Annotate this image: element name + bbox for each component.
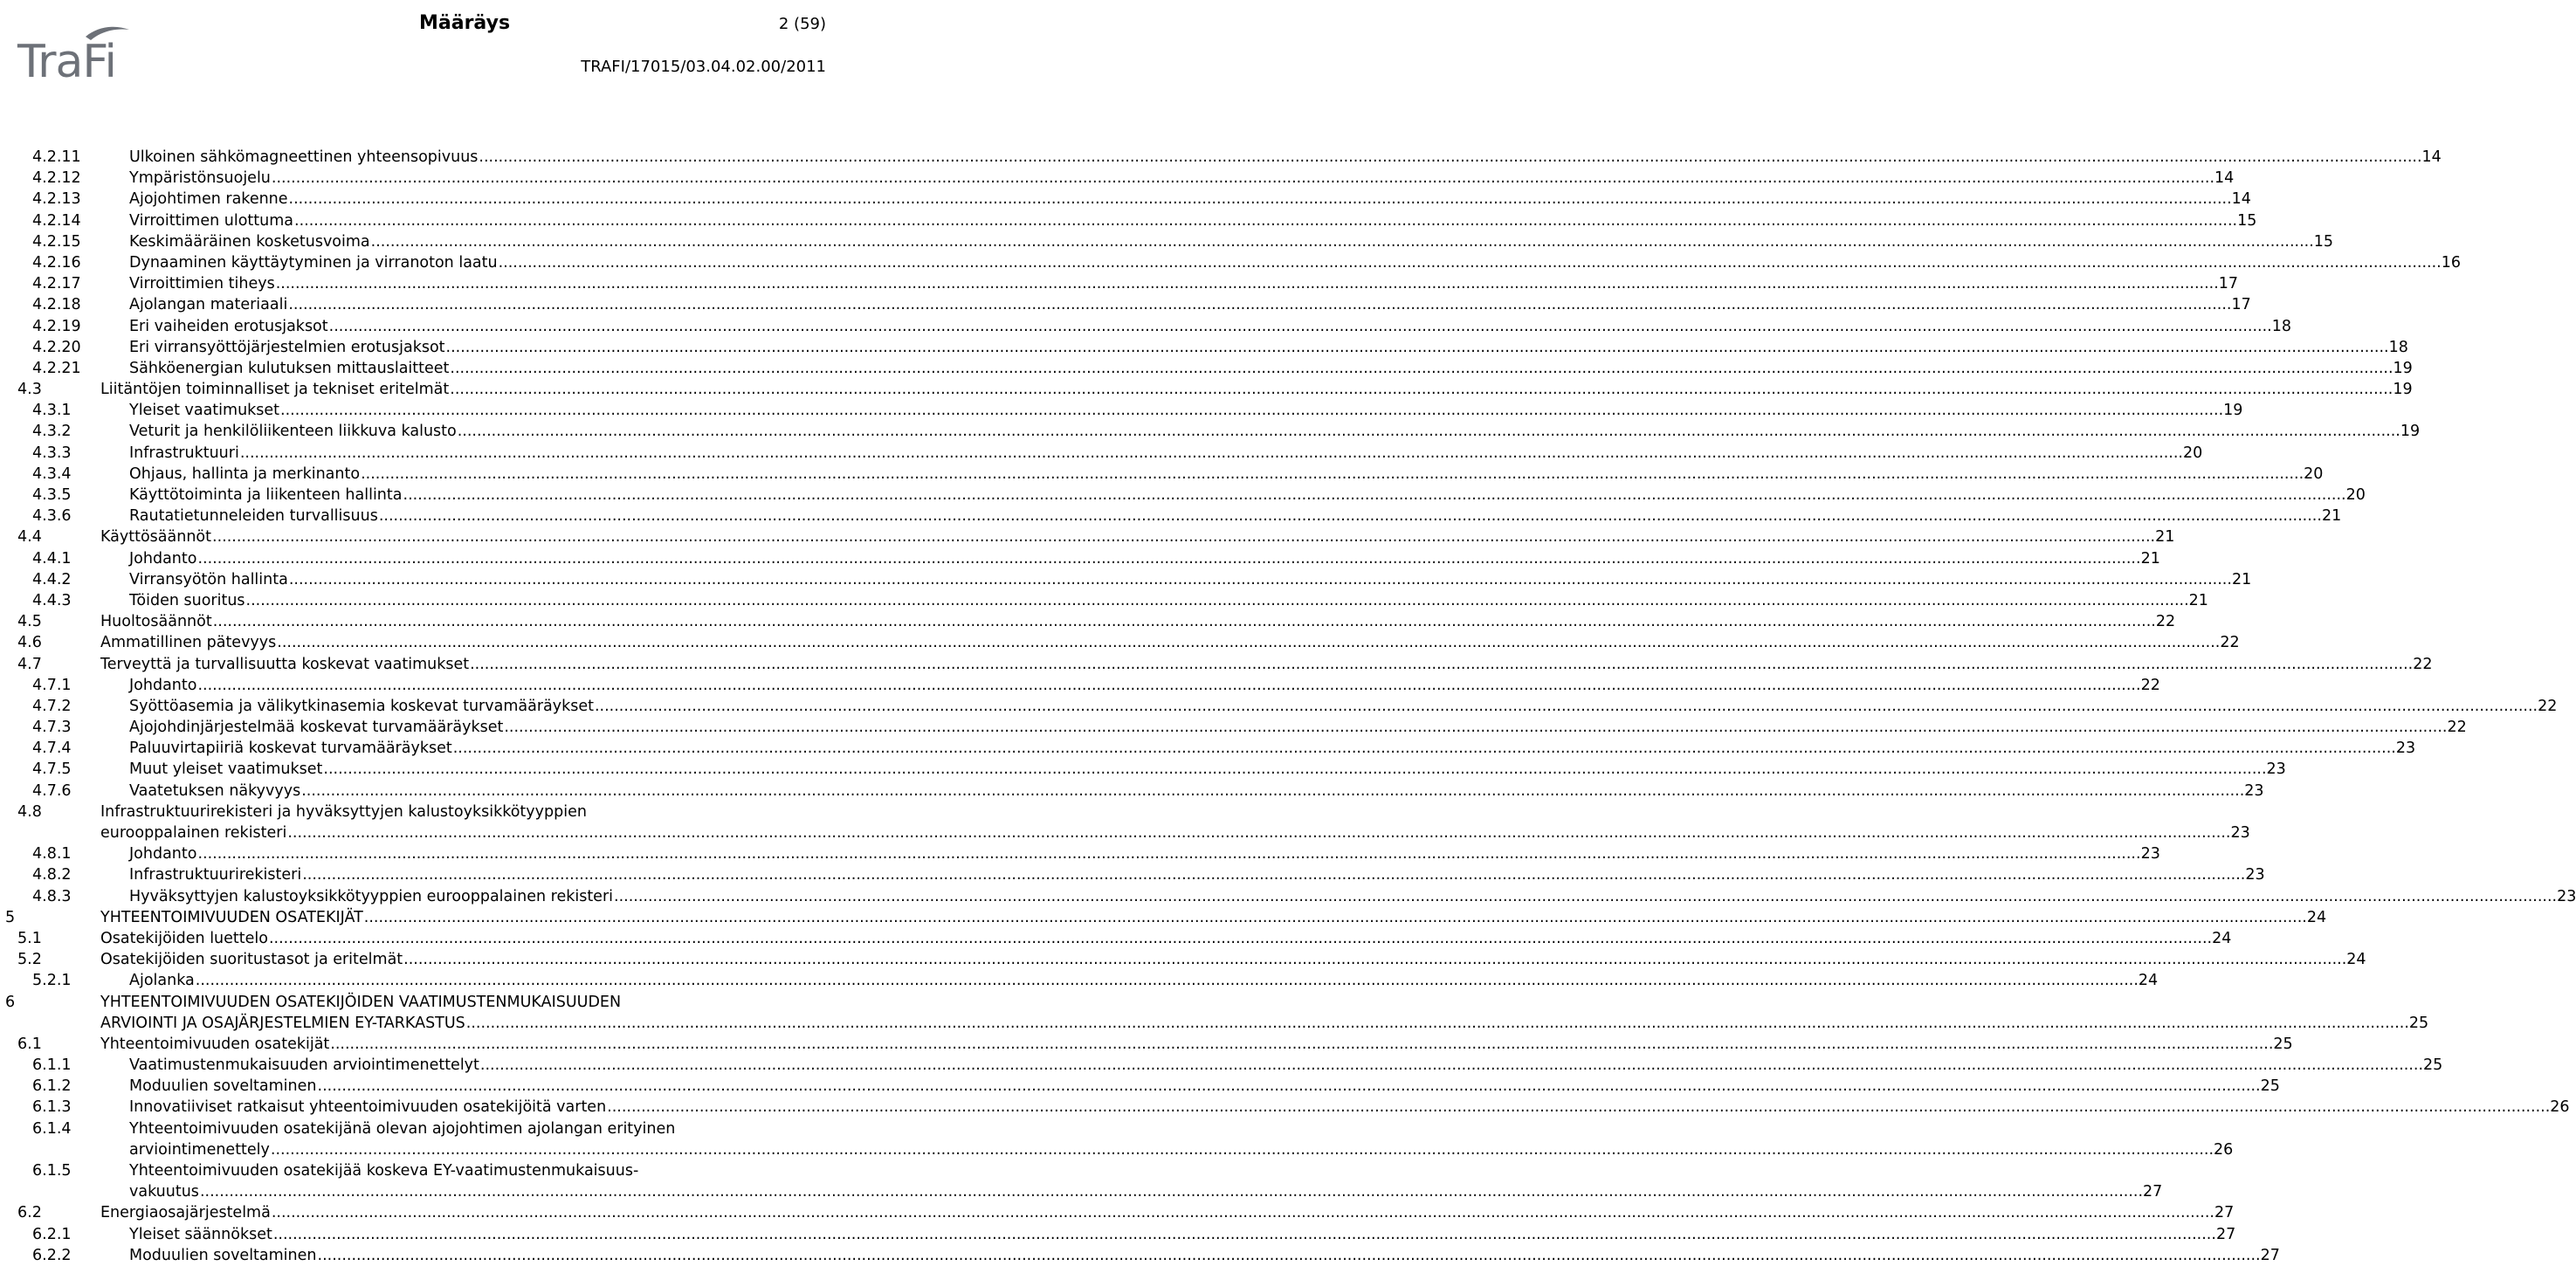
toc-leader-dots: ................................................................................................................................................................................................................................................................................................................................................................................................................ — [287, 824, 2231, 842]
toc-entry[interactable] — [0, 759, 2286, 780]
toc-title-first-line: Yhteentoimivuuden osatekijää koskeva EY-vaatimustenmukaisuus- — [129, 1162, 639, 1180]
toc-title: Ajojohtimen rakenne — [129, 189, 289, 210]
toc-leader-dots: ................................................................................................................................................................................................................................................................................................................................................................................................................ — [323, 760, 2267, 779]
toc-page-number: 19 — [2400, 421, 2420, 442]
toc-leader-dots: ................................................................................................................................................................................................................................................................................................................................................................................................................ — [270, 1140, 2214, 1159]
toc-entry[interactable] — [0, 294, 2251, 315]
toc-leader-dots: ................................................................................................................................................................................................................................................................................................................................................................................................................ — [450, 359, 2393, 377]
toc-page-number: 20 — [2304, 464, 2323, 485]
toc-title: Vaatimustenmukaisuuden arviointimenettelyt — [129, 1055, 480, 1076]
toc-page-number: 27 — [2143, 1181, 2162, 1202]
toc-title: Ulkoinen sähkömagneettinen yhteensopivuus — [129, 147, 479, 168]
toc-leader-dots: ................................................................................................................................................................................................................................................................................................................................................................................................................ — [317, 1246, 2261, 1264]
toc-number: 4.4.2 — [32, 570, 72, 588]
toc-number: 4.2.21 — [32, 359, 81, 377]
toc-title: Käyttösäännöt — [100, 526, 212, 547]
toc-number: 4.7.4 — [32, 740, 72, 758]
toc-entry[interactable] — [0, 802, 2250, 843]
toc-number: 4.3.5 — [32, 486, 72, 504]
toc-title: Eri virransyöttöjärjestelmien erotusjaksot — [129, 337, 446, 358]
toc-title: Ajolangan materiaali — [129, 294, 288, 315]
toc-page-number: 21 — [2189, 590, 2208, 611]
toc-title: Johdanto — [129, 675, 197, 696]
toc-entry[interactable] — [0, 864, 2265, 885]
trafi-logo — [17, 23, 201, 88]
toc-leader-dots: ................................................................................................................................................................................................................................................................................................................................................................................................................ — [504, 719, 2448, 737]
toc-page-number: 22 — [2413, 654, 2432, 675]
toc-leader-dots: ................................................................................................................................................................................................................................................................................................................................................................................................................ — [275, 275, 2219, 293]
toc-entry[interactable] — [0, 738, 2416, 759]
toc-page-number: 23 — [2396, 738, 2415, 759]
toc-title-first-line: Yhteentoimivuuden osatekijänä olevan ajojohtimen ajolangan erityinen — [129, 1119, 676, 1138]
toc-entry[interactable] — [0, 886, 2576, 907]
toc-entry[interactable] — [0, 464, 2324, 485]
toc-number: 4.8 — [17, 802, 42, 821]
toc-page-number: 24 — [2212, 928, 2231, 949]
toc-entry[interactable] — [0, 1118, 2234, 1160]
toc-leader-dots: ................................................................................................................................................................................................................................................................................................................................................................................................................ — [197, 676, 2141, 694]
toc-entry[interactable] — [0, 949, 2366, 970]
toc-page-number: 23 — [2141, 843, 2160, 864]
toc-leader-dots: ................................................................................................................................................................................................................................................................................................................................................................................................................ — [403, 951, 2347, 969]
toc-title: Eri vaiheiden erotusjaksot — [129, 316, 329, 337]
toc-leader-dots: ................................................................................................................................................................................................................................................................................................................................................................................................................ — [268, 929, 2213, 947]
toc-page-number: 19 — [2223, 400, 2242, 421]
toc-number: 4.4.3 — [32, 591, 72, 609]
toc-leader-dots: ................................................................................................................................................................................................................................................................................................................................................................................................................ — [212, 613, 2156, 631]
toc-page-number: 22 — [2447, 717, 2466, 738]
toc-leader-dots: ................................................................................................................................................................................................................................................................................................................................................................................................................ — [452, 740, 2396, 758]
toc-entry[interactable] — [0, 1202, 2235, 1223]
toc-entry[interactable] — [0, 1160, 2163, 1202]
toc-page-number: 27 — [2216, 1224, 2235, 1245]
toc-leader-dots: ................................................................................................................................................................................................................................................................................................................................................................................................................ — [465, 1014, 2409, 1032]
toc-title: ARVIOINTI JA OSAJÄRJESTELMIEN EY-TARKASTUS — [100, 1013, 466, 1034]
toc-entry[interactable] — [0, 992, 2429, 1034]
toc-entry[interactable] — [0, 611, 2176, 632]
toc-page-number: 18 — [2272, 316, 2291, 337]
toc-page-number: 15 — [2314, 231, 2333, 252]
toc-leader-dots: ................................................................................................................................................................................................................................................................................................................................................................................................................ — [328, 317, 2272, 335]
toc-entry[interactable] — [0, 928, 2232, 949]
toc-entry[interactable] — [0, 717, 2467, 738]
toc-title: Muut yleiset vaatimukset — [129, 759, 323, 780]
toc-title: Ohjaus, hallinta ja merkinanto — [129, 464, 361, 485]
toc-title: Yhteentoimivuuden osatekijät — [100, 1034, 330, 1055]
toc-leader-dots: ................................................................................................................................................................................................................................................................................................................................................................................................................ — [450, 381, 2393, 399]
toc-page-number: 22 — [2141, 675, 2160, 696]
toc-entry[interactable] — [0, 843, 2160, 864]
toc-entry[interactable] — [0, 654, 2433, 675]
toc-title: Hyväksyttyjen kalustoyksikkötyyppien eurooppalainen rekisteri — [129, 886, 614, 907]
toc-number: 4.2.11 — [32, 148, 81, 166]
toc-number: 4.2.20 — [32, 338, 81, 356]
toc-leader-dots: ................................................................................................................................................................................................................................................................................................................................................................................................................ — [212, 528, 2156, 547]
toc-title: Huoltosäännöt — [100, 611, 213, 632]
toc-title: Terveyttä ja turvallisuutta koskevat vaatimukset — [100, 654, 470, 675]
toc-entry[interactable] — [0, 337, 2408, 358]
toc-number: 4.8.2 — [32, 866, 72, 884]
toc-page-number: 25 — [2273, 1034, 2292, 1055]
toc-number: 4.3.2 — [32, 423, 72, 441]
toc-entry[interactable] — [0, 147, 2442, 168]
toc-number: 4.2.19 — [32, 317, 81, 335]
toc-number: 4.7.3 — [32, 719, 72, 737]
toc-title: Veturit ja henkilöliikenteen liikkuva kalusto — [129, 421, 458, 442]
toc-title: Innovatiiviset ratkaisut yhteentoimivuuden osatekijöitä varten — [129, 1097, 607, 1118]
toc-entry[interactable] — [0, 273, 2239, 294]
page-number: 2 (59) — [778, 15, 826, 33]
toc-entry[interactable] — [0, 358, 2413, 379]
toc-leader-dots: ................................................................................................................................................................................................................................................................................................................................................................................................................ — [330, 1035, 2274, 1053]
toc-page-number: 23 — [2267, 759, 2286, 780]
toc-number: 6.1.2 — [32, 1077, 72, 1096]
toc-number: 4.4 — [17, 528, 42, 547]
toc-leader-dots: ................................................................................................................................................................................................................................................................................................................................................................................................................ — [277, 634, 2221, 652]
toc-title: Osatekijöiden luettelo — [100, 928, 269, 949]
toc-title: Ajojohdinjärjestelmää koskevat turvamääräykset — [129, 717, 504, 738]
toc-leader-dots: ................................................................................................................................................................................................................................................................................................................................................................................................................ — [498, 253, 2442, 272]
toc-number: 4.3.3 — [32, 444, 72, 462]
toc-leader-dots: ................................................................................................................................................................................................................................................................................................................................................................................................................ — [361, 464, 2304, 483]
toc-entry[interactable] — [0, 210, 2257, 231]
toc-leader-dots: ................................................................................................................................................................................................................................................................................................................................................................................................................ — [245, 591, 2189, 609]
toc-page-number: 23 — [2230, 822, 2249, 843]
toc-entry[interactable] — [0, 590, 2208, 611]
toc-title: Moduulien soveltaminen — [129, 1245, 318, 1266]
toc-page-number: 26 — [2550, 1097, 2569, 1118]
toc-number: 6.1.5 — [32, 1162, 72, 1180]
toc-page-number: 16 — [2442, 252, 2461, 273]
toc-leader-dots: ................................................................................................................................................................................................................................................................................................................................................................................................................ — [403, 486, 2346, 504]
toc-entry[interactable] — [0, 632, 2240, 653]
toc-page-number: 22 — [2156, 611, 2175, 632]
toc-page-number: 25 — [2423, 1055, 2442, 1076]
toc-number: 4.4.1 — [32, 549, 72, 568]
toc-title: Yleiset vaatimukset — [129, 400, 280, 421]
toc-title: YHTEENTOIMIVUUDEN OSATEKIJÄT — [100, 907, 364, 928]
toc-page-number: 19 — [2393, 358, 2413, 379]
toc-title: Dynaaminen käyttäytyminen ja virranoton laatu — [129, 252, 499, 273]
toc-leader-dots: ................................................................................................................................................................................................................................................................................................................................................................................................................ — [294, 211, 2238, 230]
toc-title: Käyttötoiminta ja liikenteen hallinta — [129, 485, 403, 506]
toc-number: 6.1.4 — [32, 1119, 72, 1138]
toc-number: 4.7.2 — [32, 697, 72, 715]
toc-title: Virransyötön hallinta — [129, 569, 289, 590]
toc-entry[interactable] — [0, 316, 2292, 337]
toc-leader-dots: ................................................................................................................................................................................................................................................................................................................................................................................................................ — [239, 444, 2183, 462]
toc-leader-dots: ................................................................................................................................................................................................................................................................................................................................................................................................................ — [271, 169, 2215, 188]
toc-leader-dots: ................................................................................................................................................................................................................................................................................................................................................................................................................ — [271, 1204, 2214, 1222]
toc-number: 4.5 — [17, 613, 42, 631]
toc-title: Infrastruktuurirekisteri — [129, 864, 302, 885]
toc-title: Energiaosajärjestelmä — [100, 1202, 272, 1223]
toc-title: Johdanto — [129, 548, 197, 569]
toc-number: 6.2.2 — [32, 1246, 72, 1264]
toc-leader-dots: ................................................................................................................................................................................................................................................................................................................................................................................................................ — [479, 1056, 2424, 1075]
toc-number: 4.7.6 — [32, 781, 72, 800]
toc-page-number: 15 — [2237, 210, 2256, 231]
toc-leader-dots: ................................................................................................................................................................................................................................................................................................................................................................................................................ — [378, 507, 2322, 526]
toc-page-number: 24 — [2139, 970, 2158, 991]
toc-leader-dots: ................................................................................................................................................................................................................................................................................................................................................................................................................ — [457, 423, 2400, 441]
toc-page-number: 21 — [2155, 526, 2174, 547]
toc-number: 6.1 — [17, 1035, 42, 1053]
toc-page-number: 24 — [2307, 907, 2326, 928]
toc-number: 4.2.15 — [32, 232, 81, 251]
toc-number: 6 — [5, 993, 16, 1011]
toc-leader-dots: ................................................................................................................................................................................................................................................................................................................................................................................................................ — [288, 296, 2232, 314]
toc-entry[interactable] — [0, 675, 2160, 696]
toc-title: Ajolanka — [129, 970, 196, 991]
toc-entry[interactable] — [0, 421, 2421, 442]
toc-title-first-line: YHTEENTOIMIVUUDEN OSATEKIJÖIDEN VAATIMUSTENMUKAISUUDEN — [100, 993, 622, 1011]
toc-number: 4.2.12 — [32, 169, 81, 188]
toc-page-number: 25 — [2261, 1076, 2280, 1097]
toc-page-number: 22 — [2220, 632, 2239, 653]
toc-page-number: 25 — [2409, 1013, 2428, 1034]
toc-number: 4.3 — [17, 381, 42, 399]
toc-number: 4.3.4 — [32, 464, 72, 483]
toc-title: eurooppalainen rekisteri — [100, 822, 287, 843]
toc-number: 4.3.1 — [32, 402, 72, 420]
toc-leader-dots: ................................................................................................................................................................................................................................................................................................................................................................................................................ — [614, 887, 2558, 905]
toc-number: 4.3.6 — [32, 507, 72, 526]
toc-page-number: 27 — [2214, 1202, 2234, 1223]
toc-entry[interactable] — [0, 443, 2203, 464]
toc-title: Liitäntöjen toiminnalliset ja tekniset eritelmät — [100, 379, 450, 400]
toc-leader-dots: ................................................................................................................................................................................................................................................................................................................................................................................................................ — [288, 190, 2232, 209]
toc-number: 4.2.18 — [32, 296, 81, 314]
toc-number: 4.8.3 — [32, 887, 72, 905]
toc-leader-dots: ................................................................................................................................................................................................................................................................................................................................................................................................................ — [479, 148, 2422, 166]
toc-number: 4.6 — [17, 634, 42, 652]
toc-leader-dots: ................................................................................................................................................................................................................................................................................................................................................................................................................ — [288, 570, 2232, 588]
toc-page-number: 14 — [2214, 168, 2234, 189]
toc-number: 6.1.3 — [32, 1098, 72, 1117]
toc-leader-dots: ................................................................................................................................................................................................................................................................................................................................................................................................................ — [363, 908, 2307, 926]
toc-entry[interactable] — [0, 231, 2334, 252]
toc-title: Syöttöasemia ja välikytkinasemia koskevat turvamääräykset — [129, 696, 595, 717]
toc-page-number: 19 — [2393, 379, 2412, 400]
toc-page-number: 23 — [2557, 886, 2576, 907]
logo-text: TraFi — [17, 36, 116, 88]
toc-entry[interactable] — [0, 970, 2159, 991]
toc-leader-dots: ................................................................................................................................................................................................................................................................................................................................................................................................................ — [302, 866, 2246, 884]
toc-title: Vaatetuksen näkyvyys — [129, 781, 301, 802]
toc-leader-dots: ................................................................................................................................................................................................................................................................................................................................................................................................................ — [370, 232, 2314, 251]
toc-title: Virroittimien tiheys — [129, 273, 276, 294]
toc-page-number: 26 — [2214, 1139, 2233, 1160]
toc-entry[interactable] — [0, 400, 2243, 421]
toc-leader-dots: ................................................................................................................................................................................................................................................................................................................................................................................................................ — [470, 655, 2414, 673]
toc-entry[interactable] — [0, 379, 2413, 400]
toc-entry[interactable] — [0, 506, 2342, 526]
toc-number: 5.1 — [17, 929, 42, 947]
toc-entry[interactable] — [0, 781, 2264, 802]
toc-title: Paluuvirtapiiriä koskevat turvamääräykset — [129, 738, 453, 759]
toc-entry[interactable] — [0, 189, 2251, 210]
toc-page-number: 23 — [2245, 864, 2264, 885]
toc-leader-dots: ................................................................................................................................................................................................................................................................................................................................................................................................................ — [197, 549, 2141, 568]
toc-number: 4.2.14 — [32, 211, 81, 230]
toc-number: 6.2.1 — [32, 1225, 72, 1243]
toc-number: 4.7.1 — [32, 676, 72, 694]
toc-entry[interactable] — [0, 548, 2160, 569]
toc-leader-dots: ................................................................................................................................................................................................................................................................................................................................................................................................................ — [197, 845, 2141, 863]
toc-title: Johdanto — [129, 843, 197, 864]
toc-title: arviointimenettely — [129, 1139, 271, 1160]
toc-leader-dots: ................................................................................................................................................................................................................................................................................................................................................................................................................ — [594, 697, 2538, 715]
toc-page-number: 22 — [2538, 696, 2557, 717]
toc-entry[interactable] — [0, 252, 2461, 273]
toc-title: Yleiset säännökset — [129, 1224, 273, 1245]
document-reference: TRAFI/17015/03.04.02.00/2011 — [581, 58, 826, 76]
toc-title: Moduulien soveltaminen — [129, 1076, 318, 1097]
toc-number: 4.2.17 — [32, 275, 81, 293]
toc-page-number: 17 — [2219, 273, 2238, 294]
toc-page-number: 27 — [2261, 1245, 2280, 1266]
toc-title: Sähköenergian kulutuksen mittauslaitteet — [129, 358, 450, 379]
toc-entry[interactable] — [0, 1097, 2570, 1118]
toc-leader-dots: ................................................................................................................................................................................................................................................................................................................................................................................................................ — [280, 402, 2224, 420]
toc-page-number: 24 — [2346, 949, 2366, 970]
toc-number: 4.2.16 — [32, 253, 81, 272]
toc-leader-dots: ................................................................................................................................................................................................................................................................................................................................................................................................................ — [199, 1183, 2144, 1201]
toc-number: 4.2.13 — [32, 190, 81, 209]
toc-number: 4.8.1 — [32, 845, 72, 863]
toc-entry[interactable] — [0, 696, 2558, 717]
toc-page-number: 20 — [2346, 485, 2366, 506]
page-header — [0, 0, 838, 105]
toc-title: Rautatietunneleiden turvallisuus — [129, 506, 379, 526]
toc-title: Ammatillinen pätevyys — [100, 632, 277, 653]
toc-leader-dots: ................................................................................................................................................................................................................................................................................................................................................................................................................ — [317, 1077, 2261, 1096]
toc-entry[interactable] — [0, 1034, 2293, 1055]
toc-title: Osatekijöiden suoritustasot ja eritelmät — [100, 949, 403, 970]
toc-page-number: 21 — [2232, 569, 2251, 590]
toc-page-number: 17 — [2231, 294, 2250, 315]
toc-leader-dots: ................................................................................................................................................................................................................................................................................................................................................................................................................ — [301, 781, 2245, 800]
toc-page-number: 18 — [2389, 337, 2408, 358]
toc-title: Virroittimen ulottuma — [129, 210, 294, 231]
toc-entry[interactable] — [0, 1055, 2443, 1076]
toc-page-number: 20 — [2183, 443, 2202, 464]
toc-title: Ympäristönsuojelu — [129, 168, 272, 189]
toc-leader-dots: ................................................................................................................................................................................................................................................................................................................................................................................................................ — [445, 338, 2389, 356]
toc-entry[interactable] — [0, 168, 2235, 189]
toc-number: 6.1.1 — [32, 1056, 72, 1075]
toc-leader-dots: ................................................................................................................................................................................................................................................................................................................................................................................................................ — [272, 1225, 2216, 1243]
toc-entry[interactable] — [0, 1224, 2236, 1245]
toc-number: 5.2 — [17, 951, 42, 969]
toc-number: 4.7.5 — [32, 760, 72, 779]
toc-title: Töiden suoritus — [129, 590, 246, 611]
toc-number: 5.2.1 — [32, 972, 72, 990]
document-title: Määräys — [419, 12, 511, 34]
toc-number: 6.2 — [17, 1204, 42, 1222]
toc-leader-dots: ................................................................................................................................................................................................................................................................................................................................................................................................................ — [195, 972, 2139, 990]
toc-page-number: 21 — [2322, 506, 2341, 526]
toc-entry[interactable] — [0, 1245, 2280, 1266]
toc-page-number: 21 — [2141, 548, 2160, 569]
toc-title-first-line: Infrastruktuurirekisteri ja hyväksyttyjen kalustoyksikkötyyppien — [100, 802, 587, 821]
toc-leader-dots: ................................................................................................................................................................................................................................................................................................................................................................................................................ — [607, 1098, 2551, 1117]
toc-page-number: 14 — [2232, 189, 2251, 210]
toc-number: 4.7 — [17, 655, 42, 673]
toc-title: Keskimääräinen kosketusvoima — [129, 231, 371, 252]
toc-number: 5 — [5, 908, 16, 926]
toc-entry[interactable] — [0, 1076, 2280, 1097]
toc-page-number: 14 — [2422, 147, 2442, 168]
table-of-contents — [0, 147, 2576, 1266]
toc-entry[interactable] — [0, 907, 2327, 928]
toc-title: vakuutus — [129, 1181, 200, 1202]
toc-title: Infrastruktuuri — [129, 443, 240, 464]
toc-entry[interactable] — [0, 485, 2366, 506]
toc-entry[interactable] — [0, 526, 2175, 547]
toc-page-number: 23 — [2244, 781, 2263, 802]
toc-entry[interactable] — [0, 569, 2252, 590]
